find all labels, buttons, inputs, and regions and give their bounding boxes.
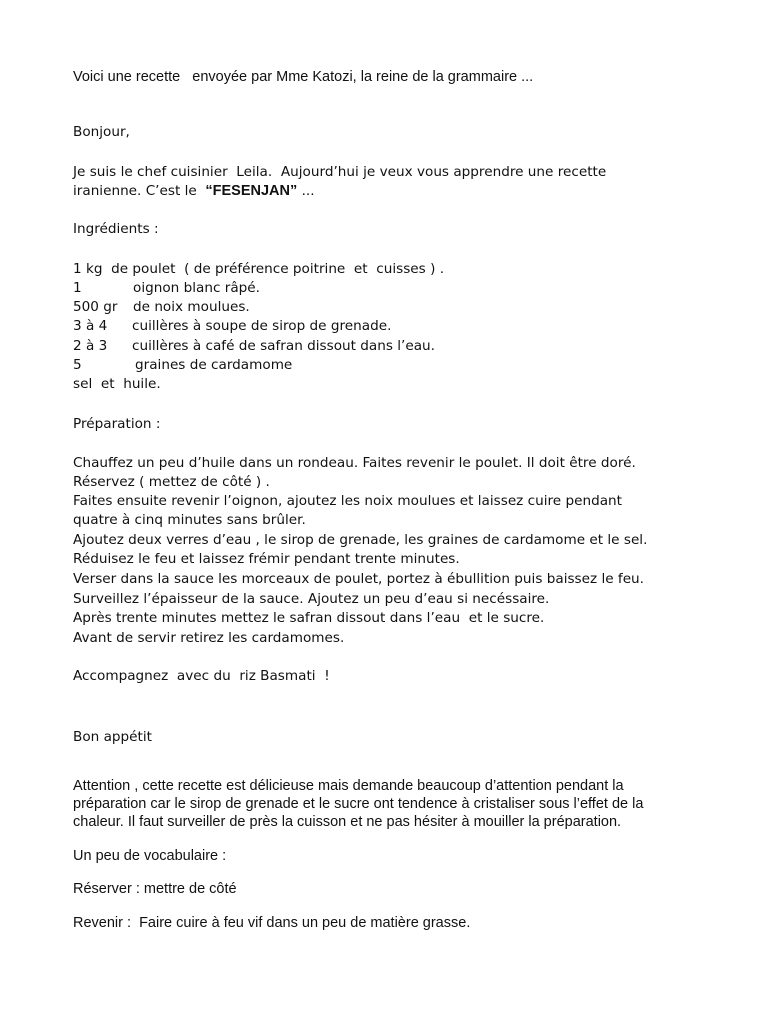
ingredient-text: cuillères à soupe de sirop de grenade. (132, 318, 392, 334)
ingredient-item (73, 298, 250, 318)
ingredient-quantity: 2 à 3 (73, 338, 108, 354)
ingredients-heading: Ingrédients : (73, 221, 159, 237)
chef-intro-line-2 (73, 182, 315, 202)
bon-appetit: Bon appétit (73, 729, 152, 745)
preparation-line: Ajoutez deux verres d’eau , le sirop de grenade, les graines de cardamome et le sel. (73, 532, 648, 548)
vocabulary-heading: Un peu de vocabulaire : (73, 848, 227, 864)
preparation-line: Réduisez le feu et laissez frémir pendant trente minutes. (73, 551, 460, 567)
dish-name: “FESENJAN” (205, 183, 298, 199)
accompaniment-line: Accompagnez avec du riz Basmati ! (73, 668, 330, 684)
ingredient-text: oignon blanc râpé. (133, 280, 260, 296)
ingredient-item (73, 356, 292, 376)
preparation-line: Avant de servir retirez les cardamomes. (73, 630, 345, 646)
preparation-heading: Préparation : (73, 416, 161, 432)
ingredient-item (73, 279, 260, 299)
greeting: Bonjour, (73, 124, 130, 140)
warning-line: chaleur. Il faut surveiller de près la cuisson et ne pas hésiter à mouiller la préparation. (73, 814, 622, 830)
vocabulary-entry: Réserver : mettre de côté (73, 881, 237, 897)
preparation-line: Surveillez l’épaisseur de la sauce. Ajoutez un peu d’eau si necéssaire. (73, 591, 550, 607)
ingredient-item: 1 kg de poulet ( de préférence poitrine et cuisses ) . (73, 261, 445, 277)
preparation-line: Après trente minutes mettez le safran dissout dans l’eau et le sucre. (73, 610, 545, 626)
vocabulary-entry: Revenir : Faire cuire à feu vif dans un peu de matière grasse. (73, 915, 471, 931)
preparation-line: Réservez ( mettez de côté ) . (73, 474, 270, 490)
warning-line: Attention , cette recette est délicieuse mais demande beaucoup d’attention pendant la (73, 778, 624, 794)
ingredient-item (73, 337, 435, 357)
ingredient-quantity: 500 gr (73, 299, 118, 315)
ingredient-item (73, 317, 391, 337)
preparation-line: Chauffez un peu d’huile dans un rondeau. Faites revenir le poulet. Il doit être doré. (73, 455, 636, 471)
ingredient-text: cuillères à café de safran dissout dans l’eau. (132, 338, 435, 354)
ingredient-quantity: 5 (73, 357, 82, 373)
ingredient-quantity: 3 à 4 (73, 318, 108, 334)
warning-line: préparation car le sirop de grenade et le sucre ont tendence à cristaliser sous l’effet de la (73, 796, 644, 812)
ingredient-text: de noix moulues. (133, 299, 250, 315)
ingredient-text: graines de cardamome (135, 357, 293, 373)
chef-intro-prefix: iranienne. C’est le (73, 183, 206, 199)
preparation-line: Verser dans la sauce les morceaux de poulet, portez à ébullition puis baissez le feu. (73, 571, 644, 587)
ingredient-quantity: 1 (73, 280, 82, 296)
preparation-line: quatre à cinq minutes sans brûler. (73, 512, 306, 528)
chef-intro-line-1: Je suis le chef cuisinier Leila. Aujourd’hui je veux vous apprendre une recette (73, 164, 607, 180)
preparation-line: Faites ensuite revenir l’oignon, ajoutez les noix moulues et laissez cuire pendant (73, 493, 622, 509)
intro-line: Voici une recette envoyée par Mme Katozi, la reine de la grammaire ... (73, 69, 534, 85)
ingredient-item: sel et huile. (73, 376, 161, 392)
chef-intro-suffix: ... (297, 183, 315, 199)
